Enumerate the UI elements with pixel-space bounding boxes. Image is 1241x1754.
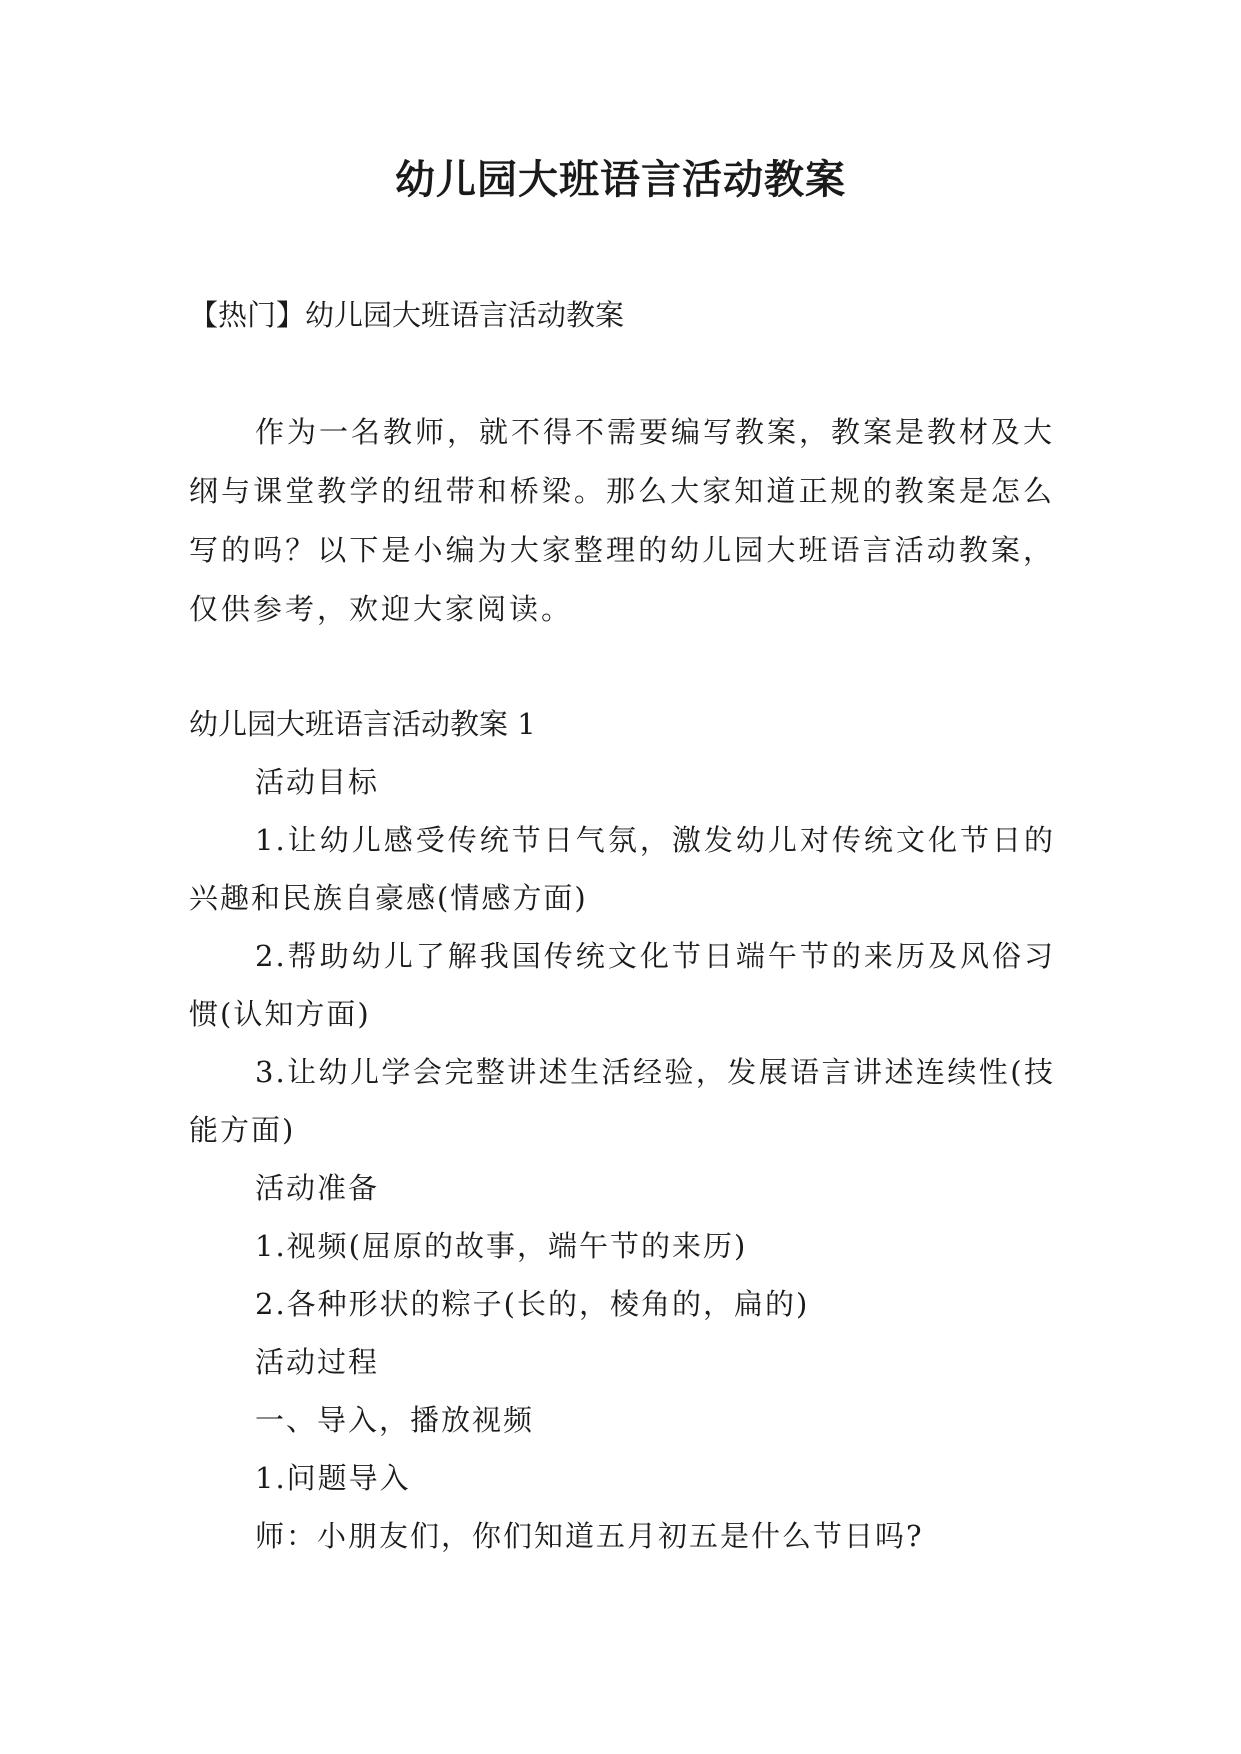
prep-item-1: 1.视频(屈原的故事，端午节的来历): [255, 1229, 748, 1263]
process-step-1-1: 1.问题导入: [255, 1461, 411, 1495]
lesson-plan-section-1: [189, 695, 1055, 1565]
prep-heading: 活动准备: [255, 1171, 380, 1205]
goal-item-1: 1.让幼儿感受传统节日气氛，激发幼儿对传统文化节日的兴趣和民族自豪感(情感方面): [189, 823, 1055, 915]
intro-paragraph: 作为一名教师，就不得不需要编写教案，教案是教材及大纲与课堂教学的纽带和桥梁。那么大家知道正规的教案是怎么写的吗？以下是小编为大家整理的幼儿园大班语言活动教案，仅供参考，欢迎大家阅读。: [189, 415, 1056, 626]
goal-heading: 活动目标: [255, 765, 380, 799]
teacher-dialogue: 师：小朋友们，你们知道五月初五是什么节日吗?: [255, 1519, 924, 1553]
goal-item-2: 2.帮助幼儿了解我国传统文化节日端午节的来历及风俗习惯(认知方面): [189, 939, 1055, 1031]
goal-item-3: 3.让幼儿学会完整讲述生活经验，发展语言讲述连续性(技能方面): [189, 1055, 1055, 1147]
section-heading: 幼儿园大班语言活动教案 1: [189, 707, 536, 741]
process-heading: 活动过程: [255, 1345, 380, 1379]
prep-item-2: 2.各种形状的粽子(长的，棱角的，扁的): [255, 1287, 810, 1321]
document-title: 幼儿园大班语言活动教案: [395, 157, 846, 203]
document-subtitle: 【热门】幼儿园大班语言活动教案: [189, 298, 625, 332]
process-step-1: 一、导入，播放视频: [255, 1403, 535, 1437]
